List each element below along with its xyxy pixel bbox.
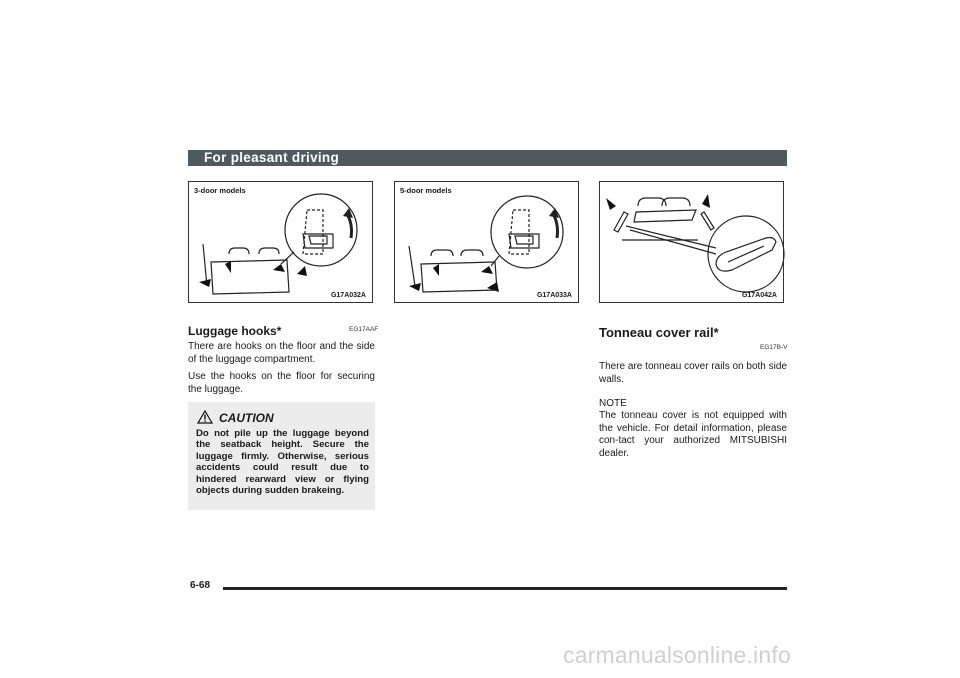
figure-5-door-luggage-hooks: [394, 181, 579, 303]
luggage-hooks-heading: Luggage hooks*: [188, 324, 282, 338]
warning-triangle-icon: [197, 410, 213, 424]
caution-box: [188, 402, 375, 510]
luggage-hooks-paragraph-1: There are hooks on the floor and the side of the luggage compartment.: [188, 341, 375, 365]
note-label: NOTE: [599, 398, 627, 409]
luggage-hooks-code: EG17AAF: [349, 326, 379, 333]
footer-rule: [223, 587, 787, 590]
watermark: carmanualsonline.info: [563, 642, 791, 668]
figure-label: 3-door models: [194, 186, 246, 195]
page-number: 6-68: [190, 580, 211, 591]
note-text: The tonneau cover is not equipped with the vehicle. For detail information, please con-tact your authorized MITSUBISHI dealer.: [599, 410, 787, 459]
figure-tonneau-cover-rail: [599, 181, 784, 303]
tonneau-cover-paragraph: There are tonneau cover rails on both side walls.: [599, 361, 787, 385]
figure-label: 5-door models: [400, 186, 452, 195]
hook-illustration-icon: [189, 182, 374, 304]
section-title: For pleasant driving: [204, 150, 340, 165]
tonneau-cover-heading: Tonneau cover rail*: [599, 325, 719, 340]
figure-code: G17A032A: [330, 292, 366, 299]
luggage-hooks-paragraph-2: Use the hooks on the floor for securing the luggage.: [188, 371, 375, 395]
caution-title: CAUTION: [219, 411, 274, 425]
hook-illustration-icon: [395, 182, 580, 304]
rail-illustration-icon: [600, 182, 785, 304]
figure-3-door-luggage-hooks: [188, 181, 373, 303]
tonneau-cover-code: EG17B-V: [760, 344, 788, 351]
figure-code: G17A033A: [536, 292, 572, 299]
figure-code: G17A042A: [741, 292, 777, 299]
caution-text: Do not pile up the luggage beyond the seatback height. Secure the luggage firmly. Otherwise, serious accidents could result due to hindered rearward view or flying objects during sudden brakeing.: [196, 428, 369, 497]
